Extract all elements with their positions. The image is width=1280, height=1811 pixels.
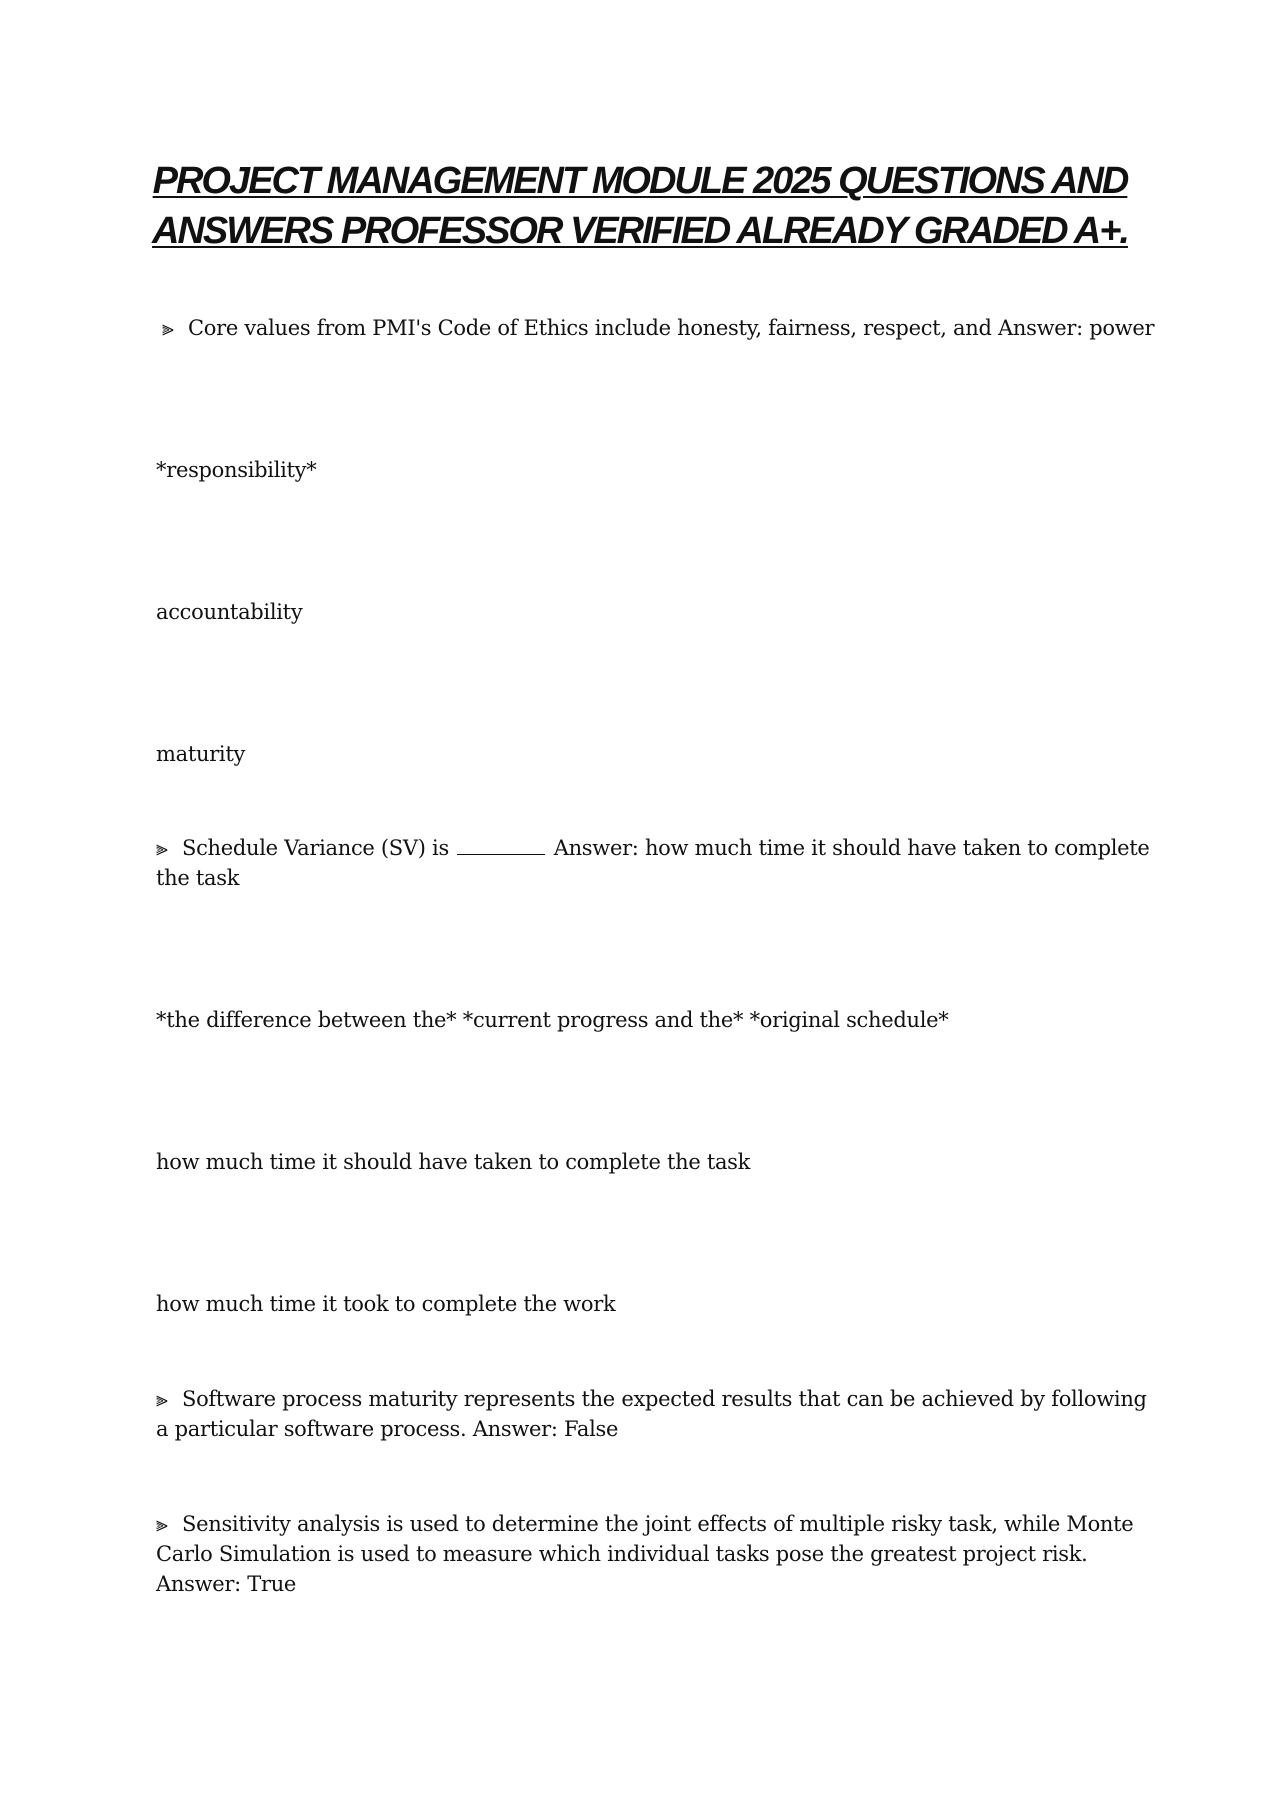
question-4-line-2: Carlo Simulation is used to measure which individual tasks pose the greatest project risk. xyxy=(156,1542,1088,1566)
question-1-option-2: accountability xyxy=(156,600,303,624)
question-2-text-before: Schedule Variance (SV) is xyxy=(182,836,449,860)
bullet-arrow-icon: ⫸ xyxy=(156,1387,168,1411)
question-4 xyxy=(156,1509,1133,1539)
question-3 xyxy=(156,1384,1147,1414)
question-3-line-1: Software process maturity represents the expected results that can be achieved by following xyxy=(182,1387,1147,1411)
question-1-text: Core values from PMI's Code of Ethics include honesty, fairness, respect, and Answer: power xyxy=(188,316,1155,340)
question-2-option-2: how much time it should have taken to complete the task xyxy=(156,1150,751,1174)
bullet-arrow-icon: ⫸ xyxy=(162,316,174,340)
question-1 xyxy=(162,313,1154,343)
bullet-arrow-icon: ⫸ xyxy=(156,836,168,860)
question-1-option-1: *responsibility* xyxy=(156,458,317,482)
question-2-option-1: *the difference between the* *current progress and the* *original schedule* xyxy=(156,1008,949,1032)
question-2-text-after: Answer: how much time it should have taken to complete xyxy=(553,836,1150,860)
question-4-line-1: Sensitivity analysis is used to determine the joint effects of multiple risky task, while Monte xyxy=(182,1512,1134,1536)
document-title-line-2: ANSWERS PROFESSOR VERIFIED ALREADY GRADED A+. xyxy=(152,210,1128,252)
question-1-option-3: maturity xyxy=(156,742,246,766)
bullet-arrow-icon: ⫸ xyxy=(156,1512,168,1536)
question-2 xyxy=(156,833,1150,863)
document-title-line-1: PROJECT MANAGEMENT MODULE 2025 QUESTIONS AND xyxy=(152,160,1128,202)
answer-blank xyxy=(457,836,545,855)
question-2-option-3: how much time it took to complete the work xyxy=(156,1292,616,1316)
question-2-continued: the task xyxy=(156,866,240,890)
question-4-line-3: Answer: True xyxy=(156,1572,297,1596)
question-3-line-2: a particular software process. Answer: False xyxy=(156,1417,619,1441)
